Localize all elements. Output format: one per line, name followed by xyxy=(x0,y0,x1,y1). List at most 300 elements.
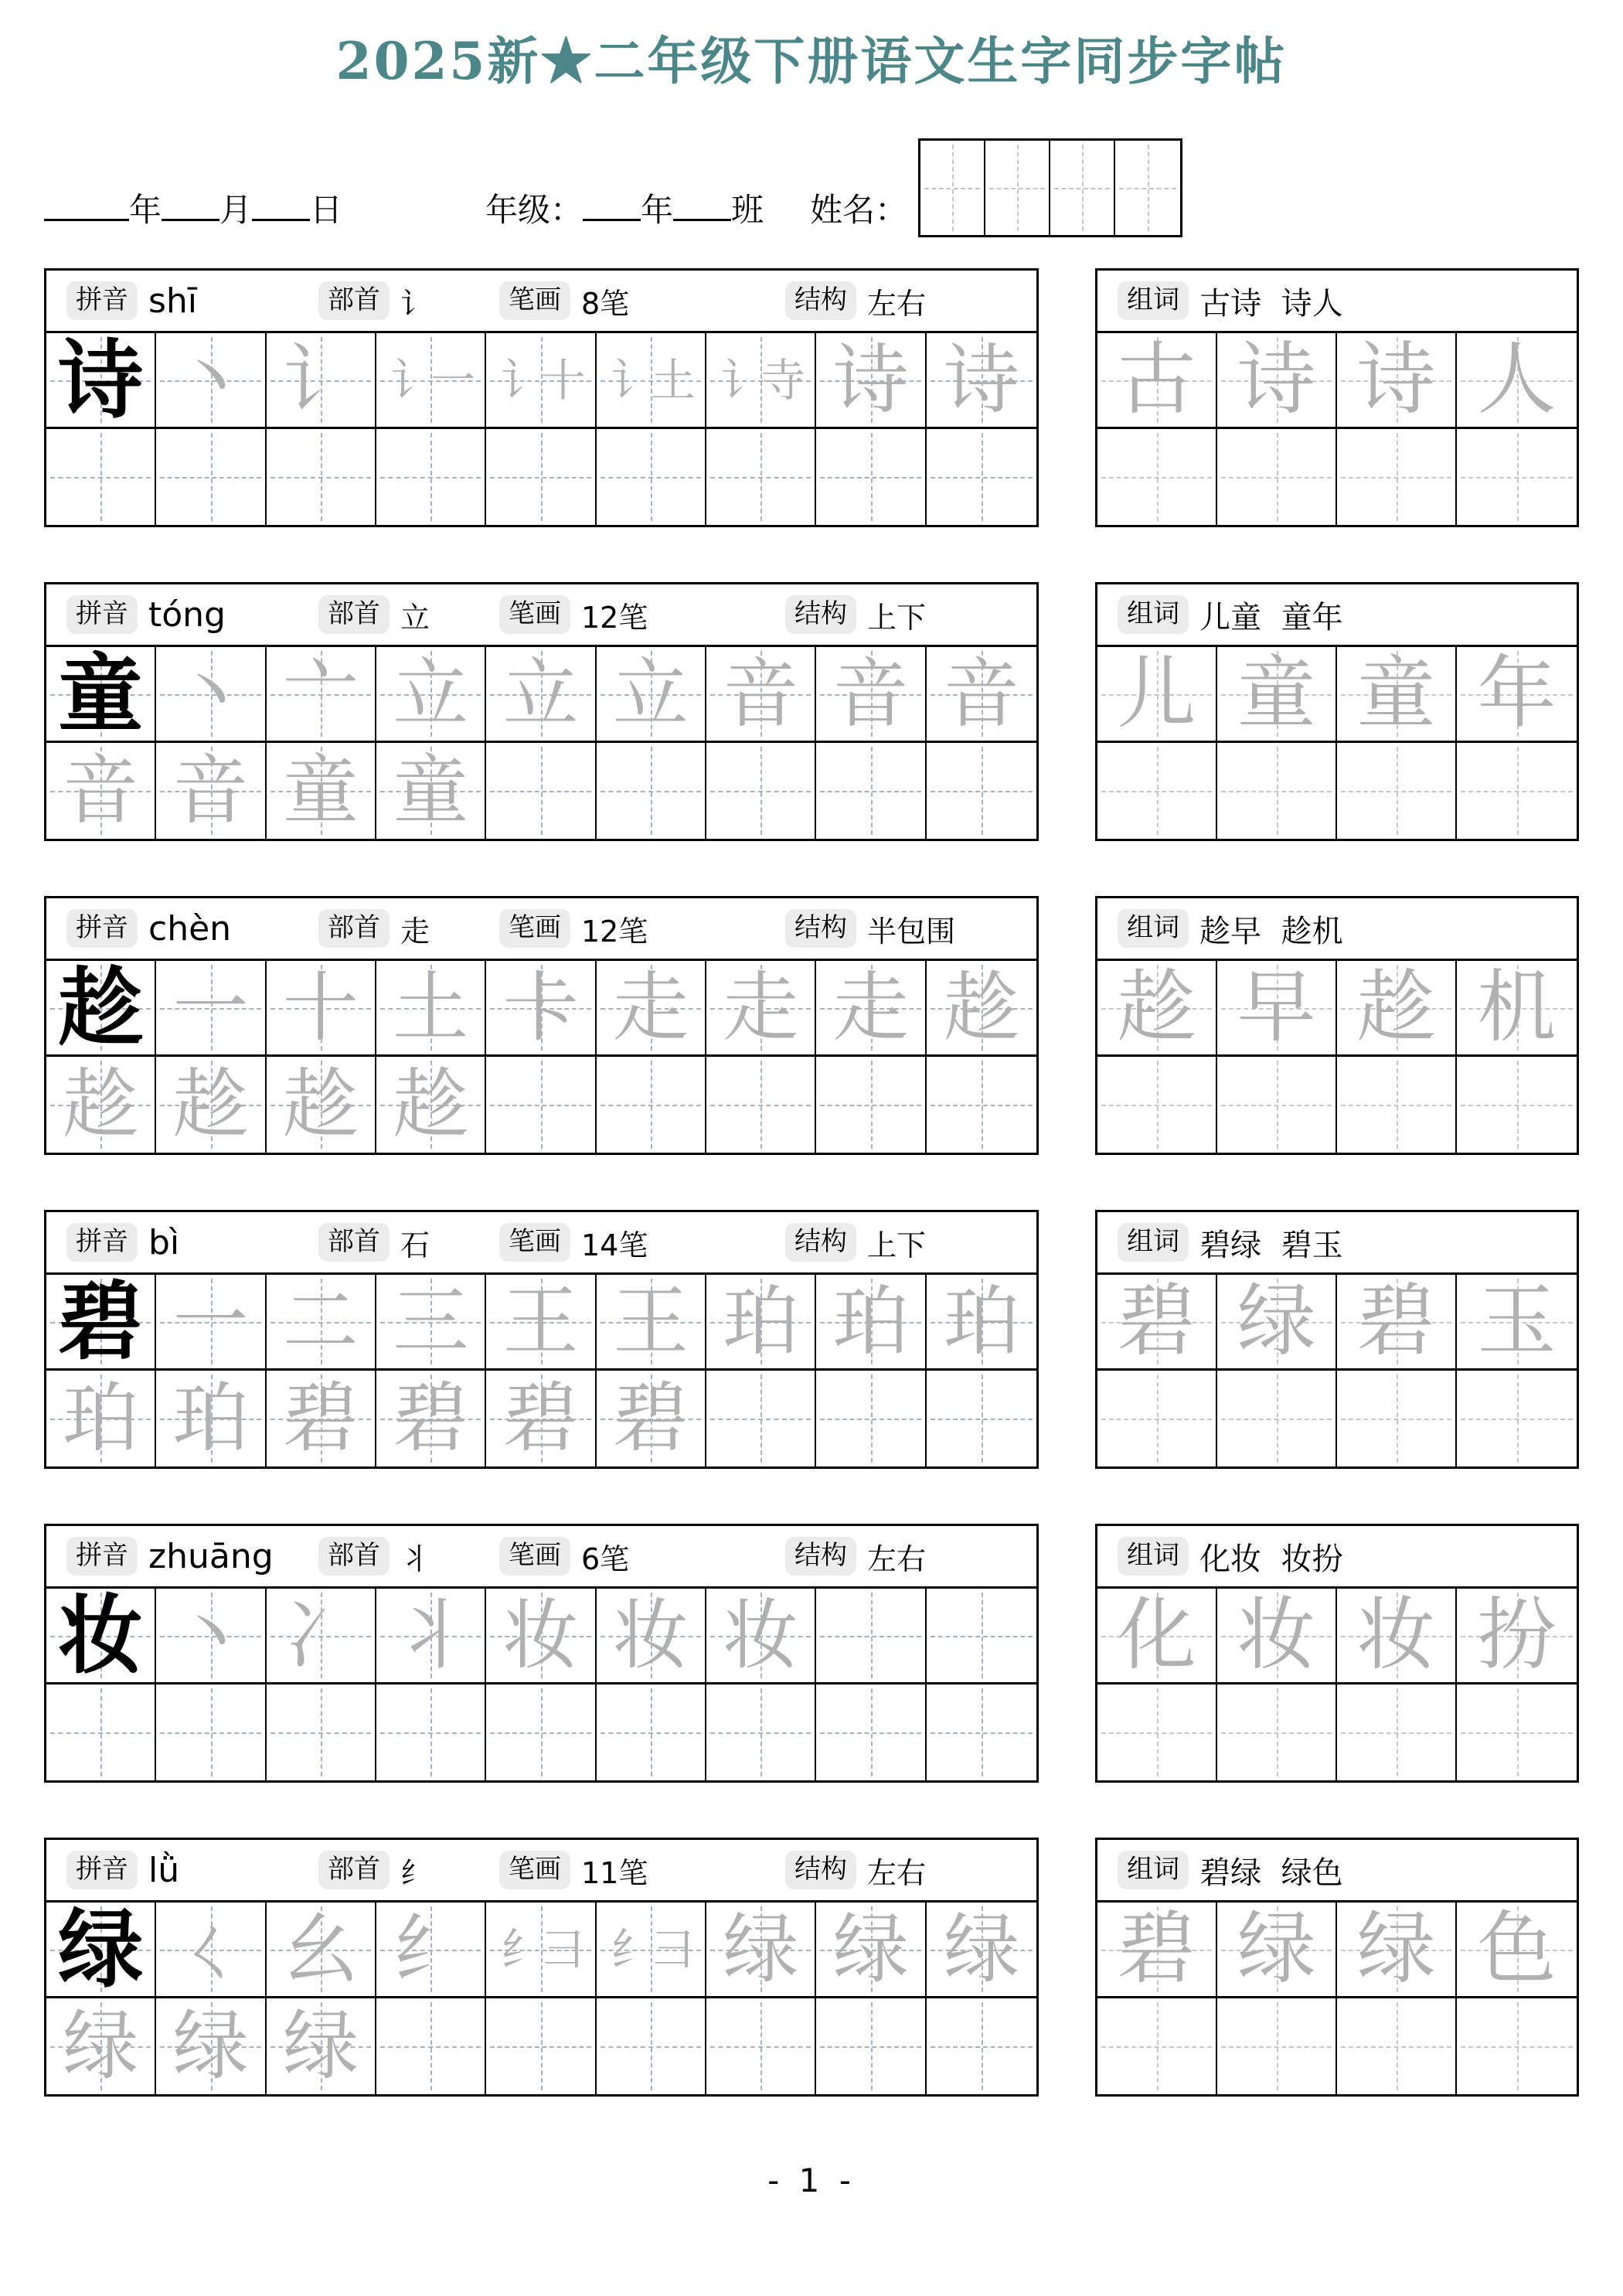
trace-glyph: 走 xyxy=(723,963,799,1052)
stroke-trace-cell xyxy=(156,1589,266,1685)
words-value: 化妆 妆扮 xyxy=(1199,1541,1343,1577)
model-character-cell xyxy=(46,1589,156,1685)
strokes-value: 14笔 xyxy=(581,1228,648,1262)
trace-glyph: 一 xyxy=(172,1277,249,1366)
stroke-trace-cell xyxy=(927,1275,1036,1371)
radical-label: 部首 xyxy=(318,909,390,947)
model-character-cell xyxy=(46,647,156,743)
empty-practice-cell xyxy=(156,1685,266,1780)
trace-glyph: 珀 xyxy=(723,1277,799,1366)
stroke-trace-cell xyxy=(376,1589,486,1685)
empty-practice-cell xyxy=(376,1685,486,1780)
year-label: 年 xyxy=(129,191,162,229)
stroke-trace-cell xyxy=(267,1589,376,1685)
structure-value: 左右 xyxy=(867,1855,927,1890)
stroke-trace-cell xyxy=(927,1903,1036,1998)
stroke-trace-cell xyxy=(267,743,376,839)
practice-panel xyxy=(44,896,1039,1155)
trace-glyph: 童 xyxy=(282,747,359,835)
empty-word-cell xyxy=(1457,1057,1577,1153)
empty-word-cell xyxy=(1097,1998,1217,2094)
trace-glyph: ㄑ xyxy=(172,1905,249,1994)
word-practice-grid xyxy=(1097,1589,1577,1780)
stroke-trace-cell xyxy=(706,961,816,1057)
empty-word-cell xyxy=(1337,429,1457,525)
grade-year-blank xyxy=(583,188,641,221)
structure-label: 结构 xyxy=(785,595,856,633)
trace-glyph: 三 xyxy=(393,1277,469,1366)
empty-word-cell xyxy=(1337,1371,1457,1467)
trace-glyph: 玉 xyxy=(1477,1275,1557,1368)
empty-practice-cell xyxy=(927,1998,1036,2094)
empty-practice-cell xyxy=(486,429,596,525)
stroke-trace-cell xyxy=(156,1903,266,1998)
trace-glyph: 化 xyxy=(1117,1589,1196,1681)
trace-glyph: 妆 xyxy=(1237,1589,1316,1681)
words-label: 组词 xyxy=(1118,281,1189,319)
empty-word-cell xyxy=(1337,1057,1457,1153)
words-label: 组词 xyxy=(1118,909,1189,947)
trace-glyph: 走 xyxy=(832,963,909,1052)
empty-practice-cell xyxy=(376,1998,486,2094)
practice-panel xyxy=(44,582,1039,841)
radical-value: 讠 xyxy=(400,286,430,321)
stroke-practice-grid xyxy=(46,1903,1036,2094)
stroke-practice-grid xyxy=(46,961,1036,1153)
year-blank xyxy=(44,188,129,221)
words-header xyxy=(1097,1840,1577,1903)
stroke-trace-cell xyxy=(156,961,266,1057)
word-trace-cell xyxy=(1097,333,1217,429)
model-character-cell xyxy=(46,333,156,429)
stroke-trace-cell xyxy=(927,961,1036,1057)
stroke-trace-cell xyxy=(156,743,266,839)
month-blank xyxy=(162,188,219,221)
pinyin-value: bì xyxy=(148,1222,180,1262)
empty-practice-cell xyxy=(46,1685,156,1780)
word-trace-cell xyxy=(1457,1589,1577,1685)
empty-practice-cell xyxy=(486,743,596,839)
stroke-trace-cell xyxy=(486,1589,596,1685)
words-value: 古诗 诗人 xyxy=(1199,285,1343,322)
strokes-value: 12笔 xyxy=(581,600,648,635)
empty-practice-cell xyxy=(486,1998,596,2094)
strokes-label: 笔画 xyxy=(499,1851,570,1889)
pinyin-value: zhuāng xyxy=(148,1536,274,1576)
word-trace-cell xyxy=(1337,647,1457,743)
stroke-trace-cell xyxy=(156,1057,266,1153)
name-grid xyxy=(918,138,1182,237)
trace-glyph: 讠十 xyxy=(500,353,581,407)
empty-word-cell xyxy=(1097,1057,1217,1153)
stroke-trace-cell xyxy=(267,1903,376,1998)
trace-glyph: 立 xyxy=(612,649,689,738)
stroke-trace-cell xyxy=(376,961,486,1057)
empty-practice-cell xyxy=(816,429,926,525)
grade-line xyxy=(485,185,764,237)
empty-word-cell xyxy=(1217,1371,1337,1467)
stroke-trace-cell xyxy=(597,1589,706,1685)
stroke-trace-cell xyxy=(706,647,816,743)
strokes-label: 笔画 xyxy=(499,595,570,633)
empty-word-cell xyxy=(1337,1685,1457,1780)
trace-glyph: 绿 xyxy=(943,1905,1019,1994)
stroke-trace-cell xyxy=(267,1998,376,2094)
words-value: 碧绿 碧玉 xyxy=(1199,1227,1343,1263)
strokes-label: 笔画 xyxy=(499,909,570,947)
stroke-trace-cell xyxy=(156,1371,266,1467)
empty-word-cell xyxy=(1457,1371,1577,1467)
trace-glyph: 纟 xyxy=(393,1905,469,1994)
stroke-trace-cell xyxy=(486,1371,596,1467)
practice-header xyxy=(46,898,1036,961)
words-label: 组词 xyxy=(1118,1537,1189,1575)
trace-glyph: 妆 xyxy=(502,1591,579,1680)
trace-glyph: 童 xyxy=(1356,647,1436,740)
trace-glyph: 讠一 xyxy=(390,353,471,407)
trace-glyph: 十 xyxy=(282,963,359,1052)
trace-glyph: 立 xyxy=(393,649,469,738)
character-glyph: 妆 xyxy=(58,1589,144,1685)
trace-glyph: 碧 xyxy=(502,1375,579,1463)
empty-practice-cell xyxy=(597,1685,706,1780)
pinyin-label: 拼音 xyxy=(66,909,138,947)
words-value: 碧绿 绿色 xyxy=(1199,1855,1343,1891)
class-blank xyxy=(673,188,731,221)
stroke-trace-cell xyxy=(597,1371,706,1467)
trace-glyph: 趁 xyxy=(282,1061,359,1149)
stroke-trace-cell xyxy=(267,333,376,429)
words-header xyxy=(1097,1212,1577,1275)
stroke-trace-cell xyxy=(156,647,266,743)
empty-word-cell xyxy=(1097,743,1217,839)
trace-glyph: 音 xyxy=(723,649,799,738)
stroke-trace-cell xyxy=(597,333,706,429)
word-trace-cell xyxy=(1337,1275,1457,1371)
empty-practice-cell xyxy=(46,429,156,525)
stroke-trace-cell xyxy=(376,1903,486,1998)
word-practice-grid xyxy=(1097,1275,1577,1467)
empty-practice-cell xyxy=(927,429,1036,525)
practice-panel xyxy=(44,1838,1039,2097)
word-trace-cell xyxy=(1457,333,1577,429)
page-title: 2025新★二年级下册语文生字同步字帖 xyxy=(335,31,1288,91)
radical-value: 立 xyxy=(400,600,430,635)
stroke-trace-cell xyxy=(816,961,926,1057)
radical-label: 部首 xyxy=(318,1223,390,1261)
trace-glyph: 立 xyxy=(502,649,579,738)
word-trace-cell xyxy=(1097,647,1217,743)
name-cell xyxy=(1115,141,1180,235)
stroke-trace-cell xyxy=(597,1903,706,1998)
trace-glyph: 绿 xyxy=(1237,1275,1316,1368)
trace-glyph: 绿 xyxy=(282,2002,359,2090)
stroke-trace-cell xyxy=(46,743,156,839)
trace-glyph: 幺 xyxy=(282,1905,359,1994)
name-line xyxy=(810,185,907,237)
word-trace-cell xyxy=(1217,1275,1337,1371)
character-glyph: 趁 xyxy=(58,961,144,1057)
page-number: - 1 - xyxy=(767,2161,856,2199)
character-section-趁 xyxy=(44,896,1579,1155)
stroke-trace-cell xyxy=(46,1998,156,2094)
name-cell xyxy=(920,141,985,235)
stroke-trace-cell xyxy=(816,333,926,429)
trace-glyph: 走 xyxy=(612,963,689,1052)
word-practice-grid xyxy=(1097,1903,1577,2094)
structure-label: 结构 xyxy=(785,1223,856,1261)
character-sections xyxy=(44,268,1579,2097)
empty-practice-cell xyxy=(597,743,706,839)
empty-practice-cell xyxy=(927,1057,1036,1153)
trace-glyph: 人 xyxy=(1477,333,1557,426)
trace-glyph: 冫 xyxy=(282,1591,359,1680)
trace-glyph: 碧 xyxy=(1356,1275,1436,1368)
trace-glyph: 诗 xyxy=(1237,333,1316,426)
words-panel xyxy=(1095,582,1579,841)
practice-panel xyxy=(44,268,1039,527)
character-section-碧 xyxy=(44,1210,1579,1469)
structure-value: 左右 xyxy=(867,1541,927,1576)
stroke-trace-cell xyxy=(597,647,706,743)
strokes-label: 笔画 xyxy=(499,1223,570,1261)
trace-glyph: 丶 xyxy=(172,649,249,738)
stroke-trace-cell xyxy=(927,647,1036,743)
empty-practice-cell xyxy=(486,1685,596,1780)
structure-value: 左右 xyxy=(867,286,927,321)
empty-word-cell xyxy=(1217,1057,1337,1153)
word-trace-cell xyxy=(1097,1589,1217,1685)
character-glyph: 童 xyxy=(58,647,144,743)
trace-glyph: 亠 xyxy=(282,649,359,738)
word-trace-cell xyxy=(1457,961,1577,1057)
words-header xyxy=(1097,898,1577,961)
trace-glyph: 王 xyxy=(612,1277,689,1366)
empty-practice-cell xyxy=(267,1685,376,1780)
strokes-label: 笔画 xyxy=(499,281,570,319)
empty-practice-cell xyxy=(706,743,816,839)
word-practice-grid xyxy=(1097,647,1577,839)
trace-glyph: 碧 xyxy=(612,1375,689,1463)
stroke-trace-cell xyxy=(816,647,926,743)
empty-practice-cell xyxy=(927,743,1036,839)
stroke-practice-grid xyxy=(46,1589,1036,1780)
trace-glyph: 珀 xyxy=(172,1375,249,1463)
trace-glyph: 扮 xyxy=(1477,1589,1557,1681)
stroke-trace-cell xyxy=(156,1998,266,2094)
trace-glyph: 碧 xyxy=(1117,1275,1196,1368)
stroke-trace-cell xyxy=(376,333,486,429)
trace-glyph: 妆 xyxy=(612,1591,689,1680)
empty-practice-cell xyxy=(706,1998,816,2094)
trace-glyph: 绿 xyxy=(172,2002,249,2090)
radical-value: 纟 xyxy=(400,1855,430,1890)
structure-label: 结构 xyxy=(785,281,856,319)
word-trace-cell xyxy=(1097,1903,1217,1998)
radical-label: 部首 xyxy=(318,595,390,633)
trace-glyph: 丶 xyxy=(172,1591,249,1680)
stroke-trace-cell xyxy=(706,1275,816,1371)
trace-glyph: 二 xyxy=(282,1277,359,1366)
empty-practice-cell xyxy=(706,429,816,525)
stroke-practice-grid xyxy=(46,647,1036,839)
name-cell xyxy=(1050,141,1115,235)
trace-glyph: 妆 xyxy=(723,1591,799,1680)
stroke-trace-cell xyxy=(486,333,596,429)
word-practice-grid xyxy=(1097,961,1577,1153)
empty-word-cell xyxy=(1457,743,1577,839)
trace-glyph: 碧 xyxy=(282,1375,359,1463)
trace-glyph: 趁 xyxy=(172,1061,249,1149)
structure-value: 上下 xyxy=(867,600,927,635)
empty-practice-cell xyxy=(597,429,706,525)
empty-practice-cell xyxy=(927,1371,1036,1467)
empty-practice-cell xyxy=(816,743,926,839)
stroke-trace-cell xyxy=(597,961,706,1057)
empty-practice-cell xyxy=(486,1057,596,1153)
trace-glyph: 珀 xyxy=(832,1277,909,1366)
character-glyph: 诗 xyxy=(58,333,144,429)
trace-glyph: 纟彐 xyxy=(610,1923,691,1976)
structure-label: 结构 xyxy=(785,1537,856,1575)
strokes-value: 6笔 xyxy=(581,1541,630,1576)
class-label: 班 xyxy=(731,191,764,229)
name-cell xyxy=(985,141,1050,235)
word-trace-cell xyxy=(1217,333,1337,429)
stroke-trace-cell xyxy=(486,1275,596,1371)
trace-glyph: 古 xyxy=(1117,333,1196,426)
words-panel xyxy=(1095,268,1579,527)
word-trace-cell xyxy=(1217,647,1337,743)
name-label: 姓名： xyxy=(810,191,908,229)
stroke-trace-cell xyxy=(156,1275,266,1371)
stroke-trace-cell xyxy=(267,1371,376,1467)
empty-word-cell xyxy=(1337,743,1457,839)
trace-glyph: 碧 xyxy=(393,1375,469,1463)
trace-glyph: 童 xyxy=(393,747,469,835)
practice-header xyxy=(46,1526,1036,1589)
empty-practice-cell xyxy=(597,1057,706,1153)
word-trace-cell xyxy=(1337,1903,1457,1998)
model-character-cell xyxy=(46,961,156,1057)
empty-practice-cell xyxy=(267,429,376,525)
empty-word-cell xyxy=(1097,1685,1217,1780)
trace-glyph: 土 xyxy=(393,963,469,1052)
structure-label: 结构 xyxy=(785,1851,856,1889)
empty-practice-cell xyxy=(816,1057,926,1153)
radical-label: 部首 xyxy=(318,1537,390,1575)
stroke-trace-cell xyxy=(706,1589,816,1685)
empty-practice-cell xyxy=(816,1998,926,2094)
word-trace-cell xyxy=(1217,961,1337,1057)
words-header xyxy=(1097,1526,1577,1589)
practice-panel xyxy=(44,1210,1039,1469)
word-trace-cell xyxy=(1457,1275,1577,1371)
strokes-label: 笔画 xyxy=(499,1537,570,1575)
practice-panel xyxy=(44,1524,1039,1783)
stroke-trace-cell xyxy=(706,333,816,429)
grade-label: 年级： xyxy=(485,191,584,229)
stroke-trace-cell xyxy=(46,1057,156,1153)
empty-practice-cell xyxy=(927,1685,1036,1780)
trace-glyph: 诗 xyxy=(943,336,1019,424)
word-trace-cell xyxy=(1457,1903,1577,1998)
trace-glyph: 音 xyxy=(943,649,1019,738)
word-trace-cell xyxy=(1337,333,1457,429)
practice-header xyxy=(46,1212,1036,1275)
trace-glyph: 音 xyxy=(172,747,249,835)
radical-value: 丬 xyxy=(400,1541,430,1576)
model-character-cell xyxy=(46,1275,156,1371)
trace-glyph: 讠土 xyxy=(610,353,691,407)
words-value: 儿童 童年 xyxy=(1199,599,1343,635)
empty-word-cell xyxy=(1217,1685,1337,1780)
empty-word-cell xyxy=(1217,743,1337,839)
month-label: 月 xyxy=(219,191,253,229)
words-header xyxy=(1097,271,1577,333)
empty-word-cell xyxy=(1457,1685,1577,1780)
radical-label: 部首 xyxy=(318,281,390,319)
trace-glyph: 诗 xyxy=(1356,333,1436,426)
stroke-trace-cell xyxy=(376,1057,486,1153)
radical-label: 部首 xyxy=(318,1851,390,1889)
stroke-trace-cell xyxy=(46,1371,156,1467)
stroke-trace-cell xyxy=(816,1275,926,1371)
stroke-trace-cell xyxy=(376,1275,486,1371)
pinyin-value: tóng xyxy=(148,594,226,635)
day-label: 日 xyxy=(310,191,343,229)
trace-glyph: 卡 xyxy=(502,963,579,1052)
pinyin-value: shī xyxy=(148,281,198,321)
trace-glyph: 王 xyxy=(502,1277,579,1366)
trace-glyph: 音 xyxy=(63,747,139,835)
radical-value: 石 xyxy=(400,1228,430,1262)
stroke-trace-cell xyxy=(486,1903,596,1998)
stroke-trace-cell xyxy=(927,1589,1036,1685)
trace-glyph: 珀 xyxy=(63,1375,139,1463)
words-panel xyxy=(1095,1210,1579,1469)
words-label: 组词 xyxy=(1118,595,1189,633)
stroke-trace-cell xyxy=(376,743,486,839)
structure-label: 结构 xyxy=(785,909,856,947)
trace-glyph: 童 xyxy=(1237,647,1316,740)
word-trace-cell xyxy=(1217,1589,1337,1685)
empty-word-cell xyxy=(1457,1998,1577,2094)
strokes-value: 12笔 xyxy=(581,914,648,949)
character-section-童 xyxy=(44,582,1579,841)
pinyin-label: 拼音 xyxy=(66,281,138,319)
empty-practice-cell xyxy=(816,1685,926,1780)
stroke-trace-cell xyxy=(816,1589,926,1685)
empty-practice-cell xyxy=(156,429,266,525)
word-trace-cell xyxy=(1217,1903,1337,1998)
stroke-trace-cell xyxy=(267,1057,376,1153)
trace-glyph: 碧 xyxy=(1117,1903,1196,1995)
stroke-practice-grid xyxy=(46,1275,1036,1467)
stroke-practice-grid xyxy=(46,333,1036,525)
trace-glyph: 绿 xyxy=(832,1905,909,1994)
pinyin-label: 拼音 xyxy=(66,1537,138,1575)
day-blank xyxy=(252,188,310,221)
trace-glyph: 讠寺 xyxy=(720,353,801,407)
trace-glyph: 儿 xyxy=(1117,647,1196,740)
word-trace-cell xyxy=(1457,647,1577,743)
trace-glyph: 诗 xyxy=(832,336,909,424)
empty-word-cell xyxy=(1457,429,1577,525)
stroke-trace-cell xyxy=(597,1275,706,1371)
pinyin-label: 拼音 xyxy=(66,1223,138,1261)
trace-glyph: 珀 xyxy=(943,1277,1019,1366)
